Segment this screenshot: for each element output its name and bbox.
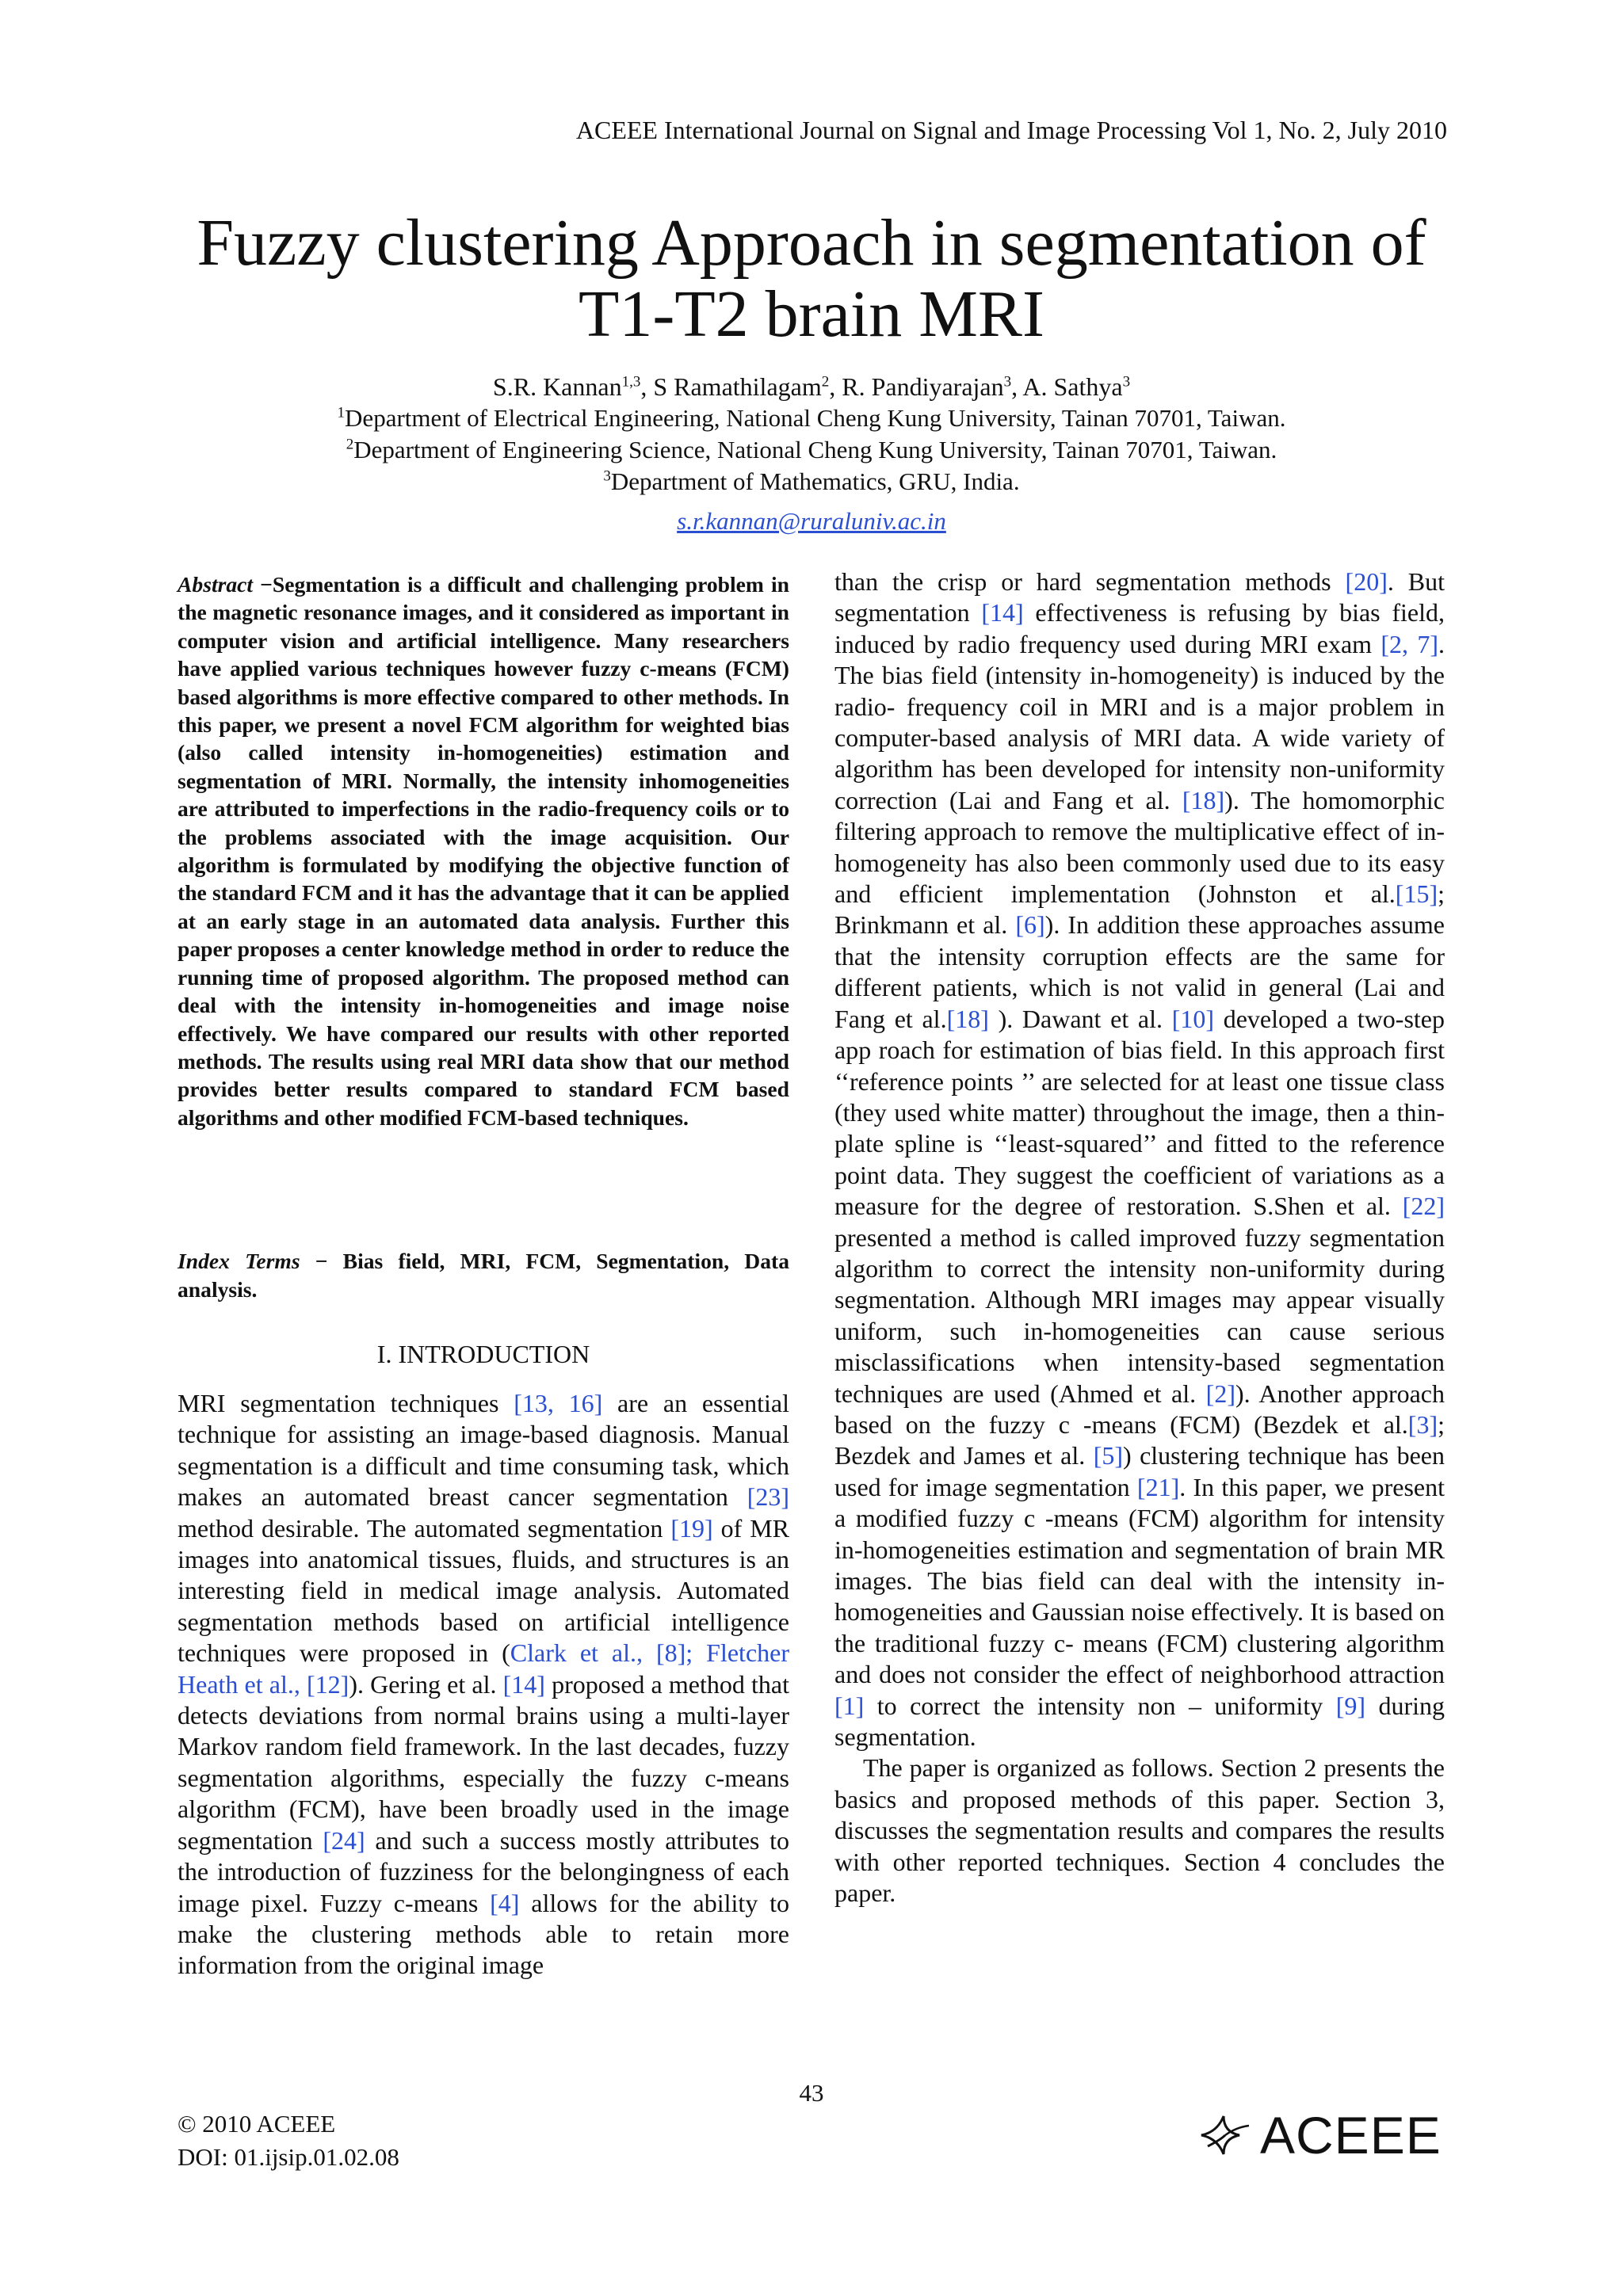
body-text: . The bias field (intensity in-homogeneity) is induced by the radio- frequency coil in MRI and is a major problem in computer-based analysis of MRI data. A wide variety of algorithm has been developed for intensity non-uniformity correction (Lai and Fang et al. [834, 629, 1445, 814]
abstract-text: Segmentation is a difficult and challenging problem in the magnetic resonance images, and it considered as important in computer vision and artificial intelligence. Many researchers have applied various techniques however fuzzy c-means (FCM) based algorithms is more effective compared to other methods. In this paper, we present a novel FCM algorithm for weighted bias (also called intensity in-homogeneities) estimation and segmentation of MRI. Normally, the intensity inhomogeneities are attributed to imperfections in the radio-frequency coils or to the problems associated with the image acquisition. Our algorithm is formulated by modifying the objective function of the standard FCM and it has the advantage that it can be applied at an early stage in an automated data analysis. Further this paper proposes a center knowledge method in order to reduce the running time of proposed algorithm. The proposed method can deal with the intensity in-homogeneities and image noise effectively. We have compared our results with other reported methods. The results using real MRI data show that our method provides better results compared to standard FCM based algorithms and other modified FCM-based techniques. [178, 572, 790, 1130]
citation-link[interactable]: [1] [834, 1691, 865, 1720]
affiliation-1: $^1$Department of Electrical Engineering, National Cheng Kung University, Tainan 70701, Taiwan. [337, 404, 1286, 432]
intro-paragraph-continued [834, 566, 1445, 1753]
aceee-logo-text: ACEEE [1260, 2106, 1442, 2164]
citation-link[interactable]: [15] [1395, 879, 1438, 909]
citation-link[interactable]: [2, 7] [1381, 629, 1439, 658]
author-name: S.R. Kannan [492, 372, 622, 401]
body-text: MRI segmentation techniques [178, 1389, 514, 1417]
author-affiliation-mark: 1,3 [621, 373, 641, 391]
author-name: A. Sathya [1022, 372, 1123, 401]
intro-paragraph-organization: The paper is organized as follows. Section 2 presents the basics and proposed methods of this paper. Section 3, discusses the segmentation results and compares the results with other reported techniques. Section 4 concludes the paper. [834, 1753, 1445, 1908]
body-text: during segmentation. [834, 1691, 1445, 1752]
citation-link[interactable]: [24] [323, 1825, 365, 1855]
citation-link[interactable]: [19] [670, 1513, 713, 1543]
abstract: Abstract −Segmentation is a difficult and challenging problem in the magnetic resonance images, and it considered as important in computer vision and artificial intelligence. Many researchers have applied various techniques however fuzzy c-means (FCM) based algorithms is more effective compared to other methods. In this paper, we present a novel FCM algorithm for weighted bias (also called intensity in-homogeneities) estimation and segmentation of MRI. Normally, the intensity inhomogeneities are attributed to imperfections in the radio-frequency coils or to the problems associated with the image acquisition. Our algorithm is formulated by modifying the objective function of the standard FCM and it has the advantage that it can be applied at an early stage in an automated data analysis. Further this paper proposes a center knowledge method in order to reduce the running time of proposed algorithm. The proposed method can deal with the intensity in-homogeneities and image noise effectively. We have compared our results with other reported methods. The results using real MRI data show that our method provides better results compared to standard FCM based algorithms and other modified FCM-based techniques. [178, 572, 790, 1130]
citation-link[interactable]: [23] [747, 1482, 789, 1512]
body-text: allows for the ability to make the clustering methods able to retain more information from the original image [178, 1888, 790, 1980]
citation-link[interactable]: [4] [490, 1888, 520, 1917]
author-list: S.R. Kannan$^{1,3}$, S Ramathilagam$^2$, R. Pandiyarajan$^3$, A. Sathya$^3$ [492, 372, 1131, 401]
body-text: ). Another approach based on the fuzzy c -means (FCM) (Bezdek et al. [834, 1379, 1445, 1439]
affiliation-3: $^3$Department of Mathematics, GRU, India. [603, 467, 1020, 495]
citation-link[interactable]: [14] [981, 598, 1024, 627]
body-text: ; Bezdek and James et al. [834, 1409, 1445, 1470]
citation-link[interactable]: [18] [1182, 785, 1225, 814]
author-affiliation-mark: 3 [1122, 373, 1131, 391]
body-text: and such a success mostly attributes to the introduction of fuzziness for the belongingness of each image pixel. Fuzzy c-means [178, 1825, 790, 1917]
running-head: ACEEE International Journal on Signal and Image Processing Vol 1, No. 2, July 2010 [575, 116, 1447, 144]
citation-link[interactable]: [10] [1171, 1004, 1215, 1033]
section-heading-introduction: I. INTRODUCTION [376, 1340, 590, 1368]
body-text: ). The homomorphic filtering approach to remove the multiplicative effect of in-homogeneity has also been commonly used due to its easy and efficient implementation (Johnston et al. [834, 785, 1445, 909]
author-name: R. Pandiyarajan [842, 372, 1004, 401]
citation-link[interactable]: [22] [1402, 1192, 1445, 1221]
title-line-1: Fuzzy clustering Approach in segmentation of [197, 206, 1426, 280]
citation-link[interactable]: [18] [946, 1004, 989, 1033]
email-link[interactable]: s.r.kannan@ruraluniv.ac.in [677, 507, 946, 535]
citation-link[interactable]: [2] [1205, 1379, 1235, 1408]
title-line-2: T1-T2 brain MRI [579, 277, 1044, 351]
introduction-left-column [178, 1388, 789, 1981]
paper-title [0, 208, 1623, 350]
introduction-right-column [834, 566, 1445, 1909]
body-text: proposed a method that detects deviations from normal brains using a multi-layer Markov random field framework. In the last decades, fuzzy segmentation algorithms, especially the fuzzy c-means algorithm (FCM), have been broadly used in the image segmentation [178, 1669, 790, 1855]
author-name: S Ramathilagam [653, 372, 822, 401]
index-terms-text: Bias field, MRI, FCM, Segmentation, Data analysis. [178, 1249, 789, 1302]
author-email [0, 507, 1623, 536]
body-text: of MR images into anatomical tissues, fluids, and structures is an interesting field in medical image analysis. Automated segmentation methods based on artificial intelligence techniques were proposed in ( [178, 1513, 789, 1668]
aceee-star-icon [1197, 2111, 1254, 2159]
page-number: 43 [799, 2079, 824, 2107]
citation-link[interactable]: [5] [1093, 1441, 1123, 1470]
index-terms: Index Terms − Bias field, MRI, FCM, Segmentation, Data analysis. [178, 1249, 789, 1302]
citation-link[interactable]: Clark et al., [8]; Fletcher Heath et al., [12] [178, 1638, 790, 1699]
body-text: effectiveness is refusing by bias field, induced by radio frequency used during MRI exam [834, 598, 1445, 658]
citation-link[interactable]: [21] [1136, 1472, 1180, 1501]
body-text: are an essential technique for assisting an image-based diagnosis. Manual segmentation is a difficult and time consuming task, which makes an automated breast cancer segmentation [178, 1389, 790, 1512]
body-text: ). Gering et al. [349, 1669, 503, 1699]
citation-link[interactable]: [9] [1335, 1691, 1366, 1720]
affiliation-2: $^2$Department of Engineering Science, National Cheng Kung University, Tainan 70701, Taiwan. [346, 436, 1277, 463]
body-text: than the crisp or hard segmentation methods [834, 567, 1346, 596]
copyright-text: © 2010 ACEEE [178, 2110, 336, 2138]
body-text: to correct the intensity non – uniformity [864, 1691, 1336, 1720]
body-text: . But segmentation [834, 567, 1445, 627]
citation-link[interactable]: [20] [1345, 567, 1388, 596]
aceee-logo [1197, 2103, 1458, 2167]
body-text: ) clustering technique has been used for image segmentation [834, 1441, 1445, 1501]
body-text: presented a method is called improved fuzzy segmentation algorithm to correct the intensity non-uniformity during segmentation. Although MRI images may appear visually uniform, such in-homogeneities can cause serious misclassifications when intensity-based segmentation techniques are used (Ahmed et al. [834, 1222, 1445, 1408]
author-affiliation-mark: 3 [1003, 373, 1012, 391]
doi-text: DOI: 01.ijsip.01.02.08 [178, 2143, 399, 2171]
body-text: . In this paper, we present a modified fuzzy c -means (FCM) algorithm for intensity in-homogeneities estimation and segmentation of brain MR images. The bias field can deal with the intensity in-homogeneities and Gaussian noise effectively. It is based on the traditional fuzzy c- means (FCM) clustering algorithm and does not consider the effect of neighborhood attraction [834, 1472, 1445, 1689]
index-terms-label: Index Terms [178, 1249, 300, 1273]
citation-link[interactable]: [13, 16] [514, 1389, 603, 1417]
author-affiliation-mark: 2 [821, 373, 830, 391]
body-text: ). In addition these approaches assume that the intensity corruption effects are the same for different patients, which is not valid in general (Lai and Fang et al. [834, 910, 1445, 1033]
body-text: developed a two-step app roach for estimation of bias field. In this approach first ‘‘reference points ’’ are selected for at least one tissue class (they used white matter) throughout the image, then a thin- plate spline is ‘‘least-squared’’ and fitted to the reference point data. They suggest the coefficient of variations as a measure for the degree of restoration. S.Shen et al. [834, 1004, 1445, 1221]
abstract-label: Abstract [178, 572, 254, 597]
citation-link[interactable]: [3] [1407, 1409, 1438, 1439]
body-text: ). Dawant et al. [988, 1004, 1172, 1033]
body-text: ; Brinkmann et al. [834, 879, 1445, 940]
footer-copyright [178, 2107, 399, 2174]
body-text: method desirable. The automated segmentation [178, 1513, 671, 1543]
citation-link[interactable]: [6] [1015, 910, 1045, 940]
citation-link[interactable]: [14] [502, 1669, 545, 1699]
